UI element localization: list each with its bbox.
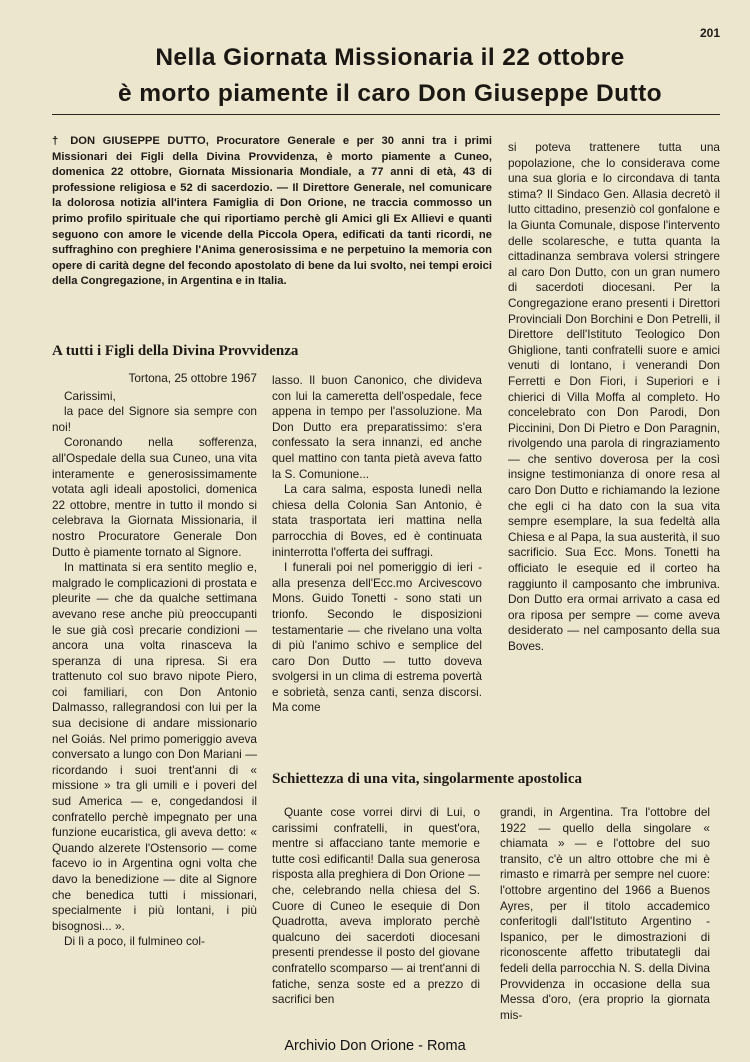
letter-column-2 — [272, 373, 482, 753]
right-column-text: si poteva trattenere tutta una popolazione, che lo considerava come una sua gloria e lo circondava di tanta stima? Il Sindaco Gen. Allasia decretò il lutto cittadino, presenziò col gonfalone e la Giunta Comunale, dispose l'intervento delle scolaresche, e tutta quanta la cittadinanza sembrava volersi stringere al caro Don Dutto, con un gran numero di sacerdoti diocesani. Per la Congregazione erano presenti i Direttori Provinciali Don Borchini e Don Petrelli, il Direttore dell'Istituto Teologico Don Ghiglione, tanti confratelli suore e amici venuti di lontano, i venerandi Don Ferretti e Don Fiori, i Superiori e i chierici di Villa Moffa al completo. Ho concelebrato con Don Parodi, Don Piccinini, Don Di Pietro e Don Paragnin, rivolgendo una parola di ringraziamento — che sentivo doverosa per la così insigne testimonianza di onore resa al caro Don Dutto e richiamando la lezione che egli ci ha dato con la sua vita sempre esemplare, la sua fedeltà alla Chiesa e al Papa, la sua austerità, il suo sacrificio. Sua Ecc. Mons. Tonetti ha officiato le esequie ed il corteo ha raggiunto il camposanto che imbruniva. Don Dutto era ormai arrivato a casa ed ora riposa per sempre — come aveva desiderato — nel camposanto della sua Boves. — [508, 140, 720, 653]
paragraph: I funerali poi nel pomeriggio di ieri - alla presenza dell'Ecc.mo Arcivescovo Mons. Guido Tonetti - sono stati un trionfo. Secondo le disposizioni testamentarie — che rivelano una volta di più l'animo schivo e semplice del caro Don Dutto — tutto doveva svolgersi in un clima di estrema povertà e sobrietà, senza canti, senza discorsi. Ma come — [272, 560, 482, 715]
paragraph: Coronando nella sofferenza, all'Ospedale della sua Cuneo, una vita interamente e generosissimamente votata agli ideali apostolici, domenica 22 ottobre, mentre in tutto il mondo si celebrava la Giornata Missionaria, il nostro Procuratore Generale Don Dutto è piamente tornato al Signore. — [52, 435, 257, 559]
page-number: 201 — [699, 26, 720, 40]
paragraph: grandi, in Argentina. Tra l'ottobre del 1922 — quello della singolare « chiamata » — e l'ottobre del suo transito, c'è un altro ottobre che mi è rimasto e rimarrà per sempre nel cuore: l'ottobre argentino del 1966 a Buenos Ayres, per il titolo accademico conferitogli dall'Istituto Argentino - Ispanico, per le dimostrazioni di riconoscente affetto tributategli dai fedeli della parrocchia N. S. della Divina Provvidenza in occasione della sua Messa d'oro, (era proprio la giornata mis- — [500, 805, 710, 1022]
paragraph: In mattinata si era sentito meglio e, malgrado le complicazioni di prostata e pleurite — che da qualche settimana avevano rese anche più preoccupanti le sue già così precarie condizioni — ancora una volta rinasceva la speranza di una ripresa. Si era trattenuto col suo bravo nipote Piero, coi familiari, con Don Antonio Dalmasso, rallegrandosi con lui per la sua decisione di andare missionario nel Goiás. Nel primo pomeriggio aveva conversato a lungo con Don Mariani — ricordando i suoi trent'anni di « missione » tra gli umili e i poveri del sud America — e, congedandosi il confratello perchè impegnato per una funzione eucaristica, gli aveva detto: « Quando alzerete l'Ostensorio — come facevo io in Argentina ogni volta che davo la benedizione — dite al Signore che benedica tutti i missionari, specialmente i più lontani, i più bisognosi... ». — [52, 560, 257, 933]
archive-label: Archivio Don Orione - Roma — [284, 1038, 466, 1054]
paragraph: lasso. Il buon Canonico, che divideva con lui la cameretta dell'ospedale, fece appena in tempo per l'assoluzione. Ma Don Dutto era preparatissimo: s'era confessato la sera innanzi, ed anche quel mattino con tanta pietà aveva fatto la S. Comunione... — [272, 373, 482, 481]
section-title-figli: A tutti i Figli della Divina Provvidenza — [52, 343, 299, 359]
letter-date: Tortona, 25 ottobre 1967 — [128, 371, 257, 385]
headline-line-1: Nella Giornata Missionaria il 22 ottobre — [155, 44, 625, 71]
paragraph: La cara salma, esposta lunedì nella chiesa della Colonia San Antonio, è stata trasportata ieri mattina nella parrocchia di Boves, ed è continuata ininterrotta l'offerta dei suffragi. — [272, 482, 482, 559]
letter-greeting: Carissimi, — [64, 388, 116, 403]
paragraph: Quante cose vorrei dirvi di Lui, o carissimi confratelli, in quest'ora, mentre si affacciano tante memorie e tutte così edificanti! Dalla sua generosa risposta alla preghiera di Don Orione — che, celebrando nella chiesa del S. Cuore di Cuneo le esequie di Don Quadrotta, aveva implorato perchè qualcuno dei sacerdoti diocesani presenti prendesse il posto del giovane confratello scomparso — ai trent'anni di fatiche, senza soste ed a prezzo di sacrifici ben — [272, 805, 480, 1007]
letter-peace: la pace del Signore sia sempre con noi! — [52, 404, 257, 434]
section2-column-2 — [500, 805, 710, 1030]
lead-paragraph: † DON GIUSEPPE DUTTO, Procuratore Generale e per 30 anni tra i primi Missionari dei Figli della Divina Provvidenza, è morto piamente a Cuneo, domenica 22 ottobre, Giornata Missionaria Mondiale, a 77 anni di età, 43 di professione religiosa e 52 di sacerdozio. — Il Direttore Generale, nel comunicare la dolorosa notizia all'intera Famiglia di Don Orione, ne traccia commosso un primo profilo spirituale che qui riportiamo perchè gli Amici gli Ex Allievi e quanti seguono con amore le vicende della Piccola Opera, edificati da tanti ricordi, ne suffraghino con preghiere l'Anima generosissima e ne perpetuino la memoria con opere di carità degne del fecondo apostolato di bene da lui svolto, nei tempi eroici della Congregazione, in Argentina e in Italia. — [52, 135, 492, 288]
headline-line-2: è morto piamente il caro Don Giuseppe Dutto — [117, 80, 662, 107]
headline-rule — [52, 114, 720, 115]
right-column — [508, 140, 720, 752]
paragraph: Di lì a poco, il fulmineo col- — [64, 934, 205, 949]
section2-column-1 — [272, 805, 480, 1030]
section-title-schiettezza: Schiettezza di una vita, singolarmente apostolica — [272, 771, 582, 787]
letter-column-1 — [52, 371, 257, 1031]
headline — [50, 40, 730, 112]
